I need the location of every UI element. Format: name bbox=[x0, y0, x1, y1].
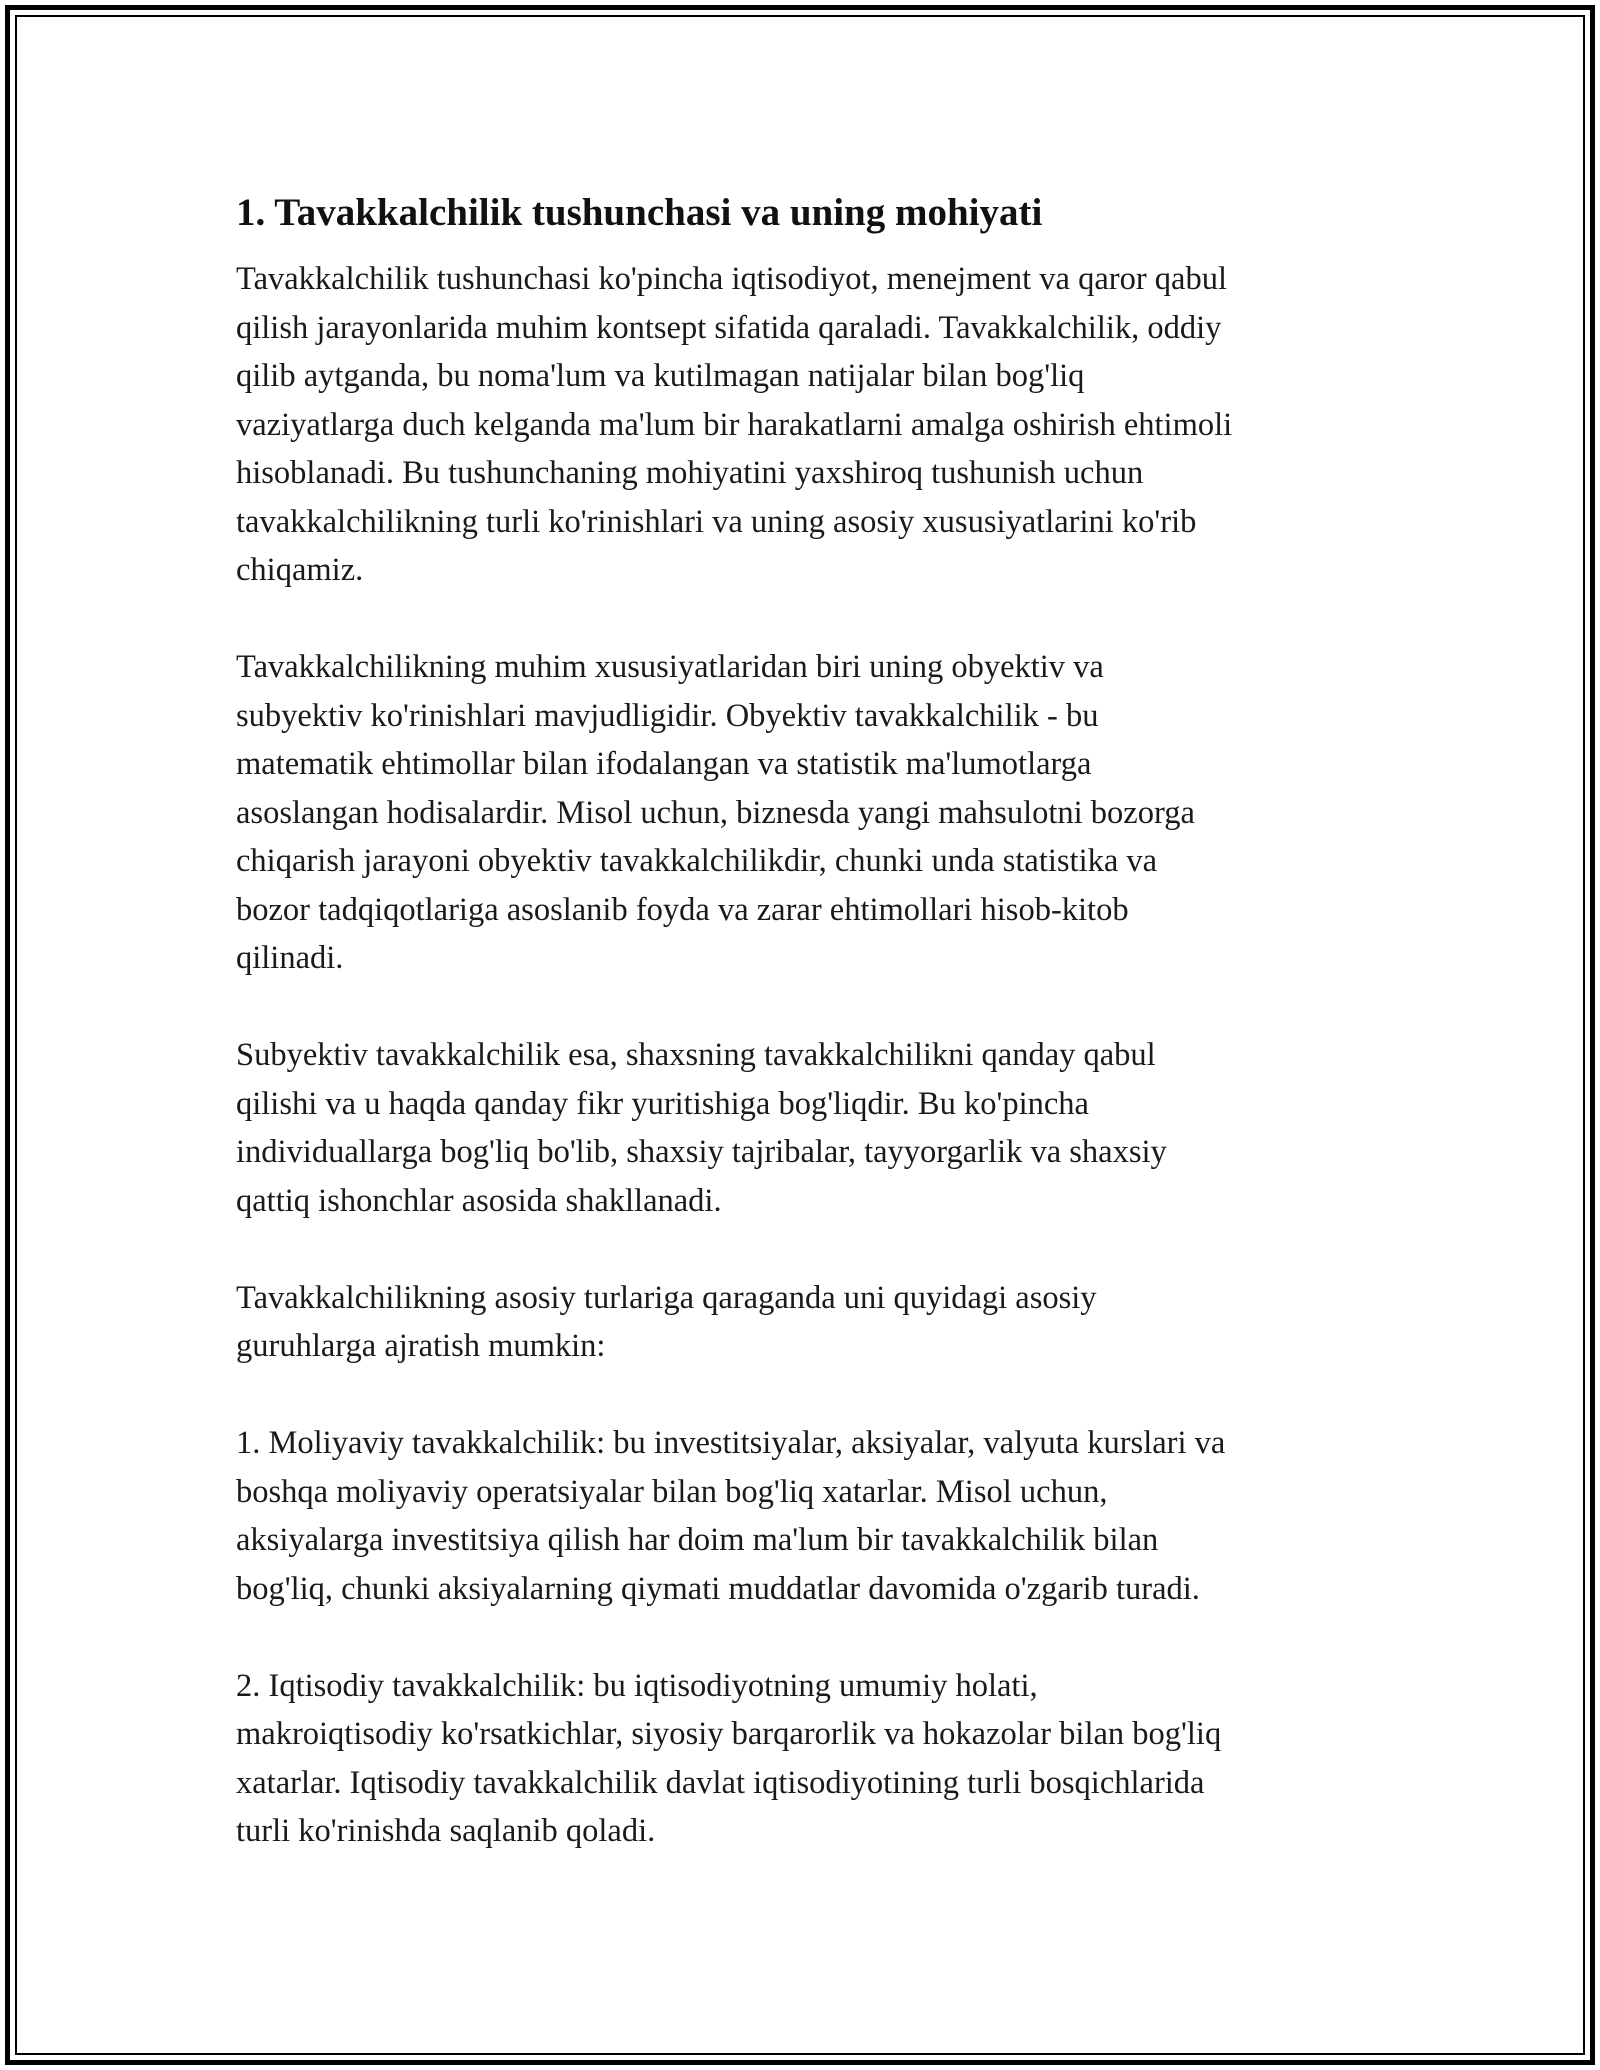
paragraph-subjective: Subyektiv tavakkalchilik esa, shaxsning tavakkalchilikni qanday qabul qilishi va u haqda qanday fikr yuritishiga bog'liqdir. Bu ko'pincha individuallarga bog'liq bo'lib, shaxsiy tajribalar, tayyorgarlik va shaxsiy qattiq ishonchlar asosida shakllanadi. bbox=[236, 1037, 1167, 1219]
paragraph-types-intro: Tavakkalchilikning asosiy turlariga qaraganda uni quyidagi asosiy guruhlarga ajratish mumkin: bbox=[236, 1279, 1097, 1364]
list-item-economic-risk: 2. Iqtisodiy tavakkalchilik: bu iqtisodiyotning umumiy holati, makroiqtisodiy ko'rsatkichlar, siyosiy barqarorlik va hokazolar bilan bog'liq xatarlar. Iqtisodiy tavakkalchilik davlat iqtisodiyotining turli bosqichlarida turli ko'rinishda saqlanib qoladi. bbox=[236, 1667, 1222, 1849]
paragraph-intro: Tavakkalchilik tushunchasi ko'pincha iqtisodiyot, menejment va qaror qabul qilish jarayonlarida muhim kontsept sifatida qaraladi. Tavakkalchilik, oddiy qilib aytganda, bu noma'lum va kutilmagan natijalar bilan bog'liq vaziyatlarga duch kelganda ma'lum bir harakatlarni amalga oshirish ehtimoli hisoblanadi. Bu tushunchaning mohiyatini yaxshiroq tushunish uchun tavakkalchilikning turli ko'rinishlari va uning asosiy xususiyatlarini ko'rib chiqamiz. bbox=[236, 261, 1233, 588]
list-item-financial-risk: 1. Moliyaviy tavakkalchilik: bu investitsiyalar, aksiyalar, valyuta kurslari va boshqa moliyaviy operatsiyalar bilan bog'liq xatarlar. Misol uchun, aksiyalarga investitsiya qilish har doim ma'lum bir tavakkalchilik bilan bog'liq, chunki aksiyalarning qiymati muddatlar davomida o'zgarib turadi. bbox=[236, 1425, 1226, 1607]
section-heading: 1. Tavakkalchilik tushunchasi va uning mohiyati bbox=[236, 191, 1043, 234]
paragraph-objective-subjective: Tavakkalchilikning muhim xususiyatlaridan biri uning obyektiv va subyektiv ko'rinishlari mavjudligidir. Obyektiv tavakkalchilik - bu matematik ehtimollar bilan ifodalangan va statistik ma'lumotlarga asoslangan hodisalardir. Misol uchun, biznesda yangi mahsulotni bozorga chiqarish jarayoni obyektiv tavakkalchilikdir, chunki unda statistika va bozor tadqiqotlariga asoslanib foyda va zarar ehtimollari hisob-kitob qilinadi. bbox=[236, 649, 1195, 976]
document-body bbox=[236, 183, 1396, 1904]
